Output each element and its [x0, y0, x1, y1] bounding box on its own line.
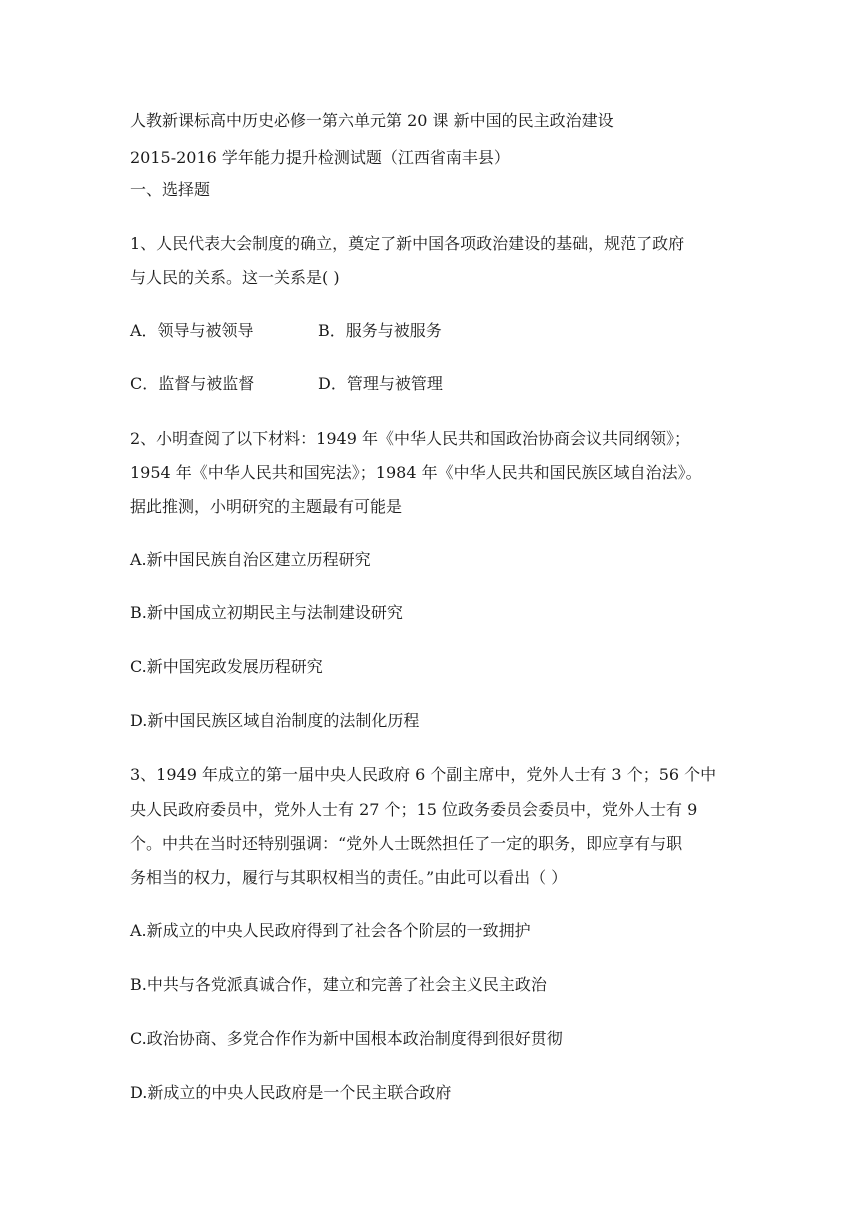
title-line-1: 人教新课标高中历史必修一第六单元第 20 课 新中国的民主政治建设: [130, 111, 614, 130]
title-line-2: 2015-2016 学年能力提升检测试题（江西省南丰县）: [130, 148, 510, 167]
q3-stem-line-4: 务相当的权力，履行与其职权相当的责任。”由此可以看出（ ）: [130, 868, 568, 887]
q2-option-a: A.新中国民族自治区建立历程研究: [130, 550, 371, 569]
section-heading: 一、选择题: [130, 180, 211, 199]
q2-option-d: D.新中国民族区域自治制度的法制化历程: [130, 711, 420, 730]
q3-option-d: D.新成立的中央人民政府是一个民主联合政府: [130, 1083, 452, 1102]
q1-stem-line-2: 与人民的关系。这一关系是( ): [130, 268, 340, 287]
q2-option-b: B.新中国成立初期民主与法制建设研究: [130, 603, 403, 622]
q1-option-d: D．管理与被管理: [318, 374, 443, 393]
q1-stem-line-1: 1、人民代表大会制度的确立，奠定了新中国各项政治建设的基础，规范了政府: [130, 234, 685, 253]
q2-option-c: C.新中国宪政发展历程研究: [130, 657, 323, 676]
q3-stem-line-2: 央人民政府委员中，党外人士有 27 个；15 位政务委员会委员中，党外人士有 9: [130, 800, 698, 819]
q1-option-a: A．领导与被领导: [130, 321, 254, 340]
q3-option-b: B.中共与各党派真诚合作，建立和完善了社会主义民主政治: [130, 975, 547, 994]
q3-option-a: A.新成立的中央人民政府得到了社会各个阶层的一致拥护: [130, 921, 531, 940]
q2-stem-line-2: 1954 年《中华人民共和国宪法》；1984 年《中华人民共和国民族区域自治法》。: [130, 463, 702, 482]
q2-stem-line-3: 据此推测，小明研究的主题最有可能是: [130, 497, 403, 516]
q3-option-c: C.政治协商、多党合作作为新中国根本政治制度得到很好贯彻: [130, 1029, 563, 1048]
q1-option-c: C．监督与被监督: [130, 374, 255, 393]
q3-stem-line-1: 3、1949 年成立的第一届中央人民政府 6 个副主席中，党外人士有 3 个；56 个中: [130, 765, 717, 784]
q2-stem-line-1: 2、小明查阅了以下材料：1949 年《中华人民共和国政治协商会议共同纲领》；: [130, 429, 690, 448]
q3-stem-line-3: 个。中共在当时还特别强调：“党外人士既然担任了一定的职务，即应享有与职: [130, 834, 683, 853]
q1-option-b: B．服务与被服务: [318, 321, 442, 340]
